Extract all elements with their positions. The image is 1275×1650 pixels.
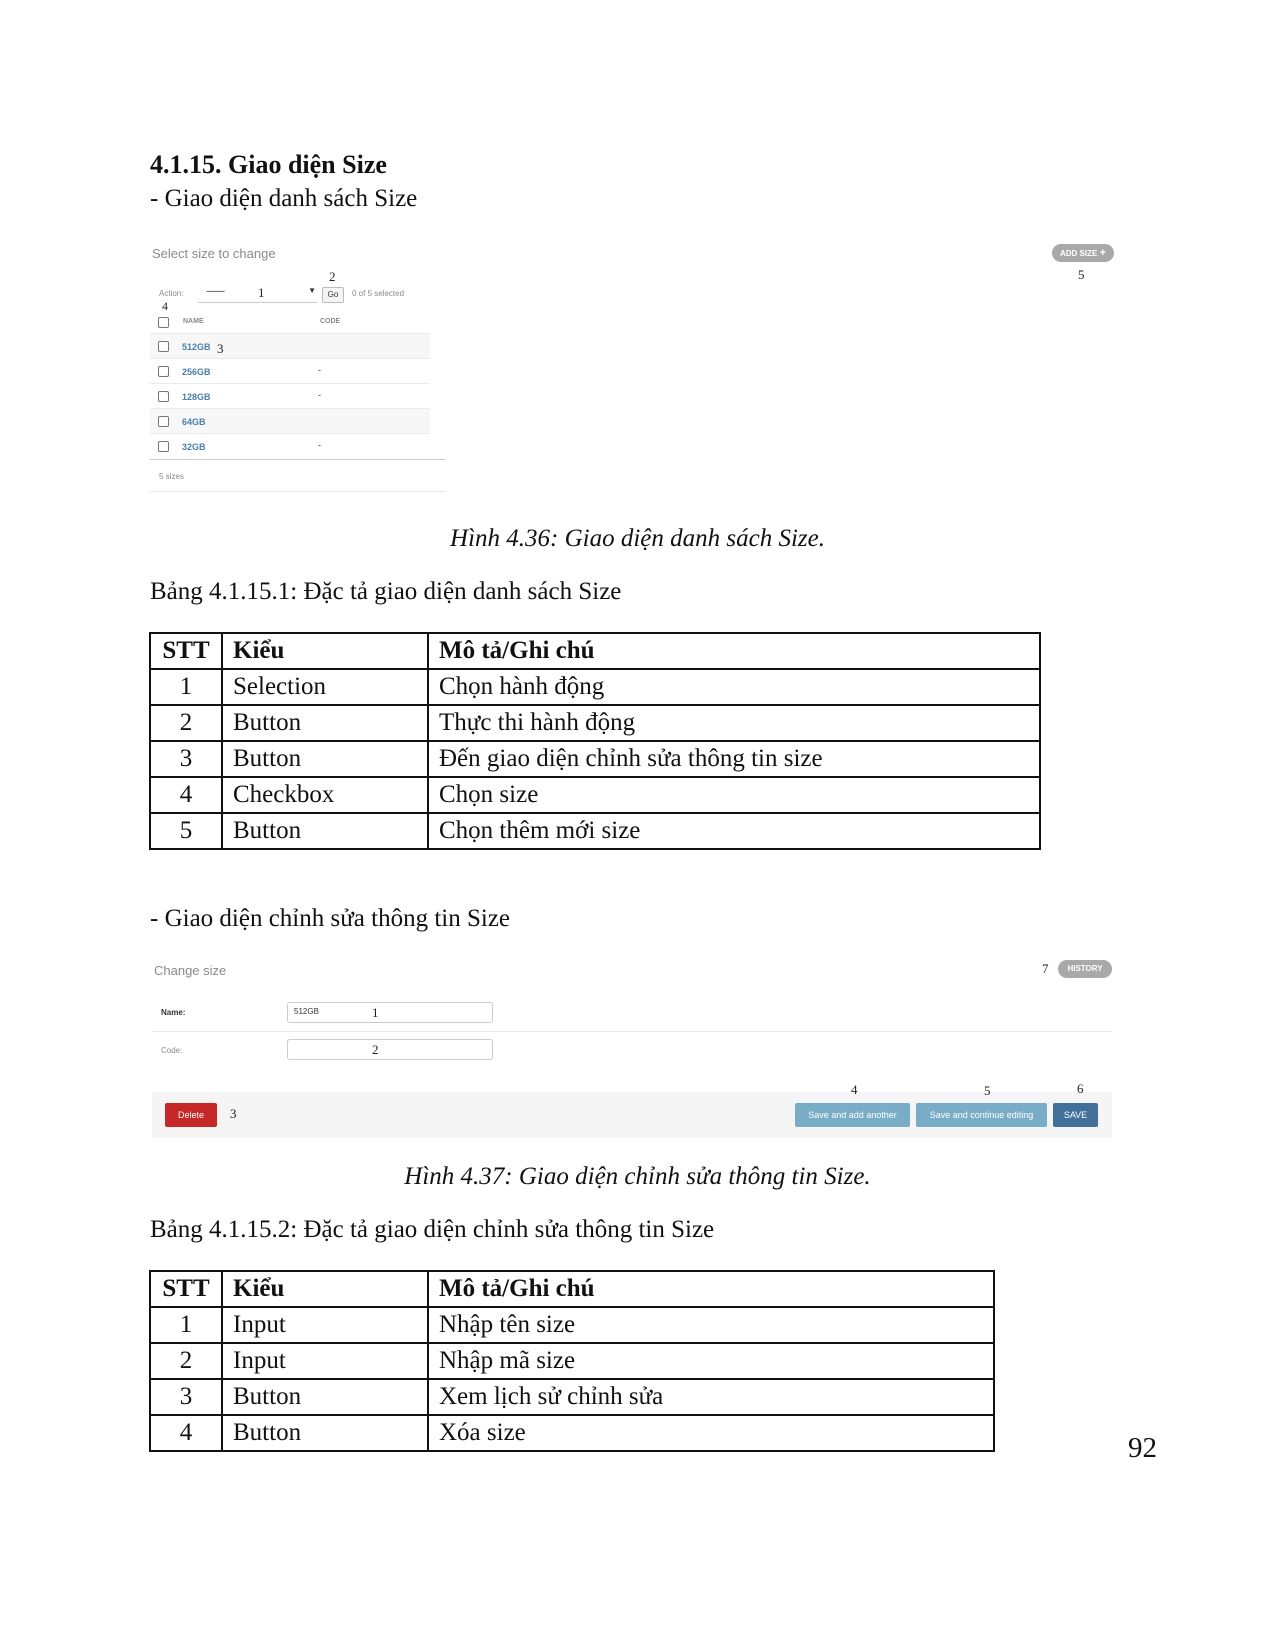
select-all-checkbox[interactable] — [158, 317, 169, 328]
cell-description: Chọn size — [428, 777, 1040, 813]
cell-type: Checkbox — [222, 777, 428, 813]
cell-description: Chọn hành động — [428, 669, 1040, 705]
row-checkbox[interactable] — [158, 441, 169, 452]
marker-2: 2 — [329, 269, 336, 284]
footer-divider — [150, 491, 445, 492]
cell-type: Button — [222, 741, 428, 777]
table-header-row — [150, 633, 1040, 669]
list-title: Select size to change — [152, 246, 276, 261]
table-row — [150, 813, 1040, 849]
marker-4: 4 — [162, 299, 168, 313]
table-title-1: Bảng 4.1.15.1: Đặc tả giao diện danh sách Size — [150, 578, 622, 605]
marker-1: 1 — [372, 1005, 379, 1020]
table-title-2: Bảng 4.1.15.2: Đặc tả giao diện chỉnh sửa thông tin Size — [150, 1216, 715, 1243]
add-size-button[interactable] — [1052, 244, 1114, 262]
marker-6: 6 — [1077, 1081, 1084, 1096]
code-label: Code: — [161, 1046, 183, 1055]
size-link[interactable]: 64GB — [182, 417, 206, 427]
header-type: Kiểu — [222, 1271, 428, 1307]
column-header-name: NAME — [183, 318, 204, 325]
size-link[interactable]: 256GB — [182, 367, 211, 377]
marker-4: 4 — [851, 1082, 858, 1097]
plus-icon: + — [1099, 247, 1106, 259]
table-row — [150, 741, 1040, 777]
header-description: Mô tả/Ghi chú — [428, 1271, 994, 1307]
cell-type: Button — [222, 1379, 428, 1415]
cell-description: Chọn thêm mới size — [428, 813, 1040, 849]
row-checkbox[interactable] — [158, 341, 169, 352]
figure-caption-4-36: Hình 4.36: Giao diện danh sách Size. — [450, 525, 825, 552]
code-input[interactable] — [287, 1039, 493, 1060]
page-number: 92 — [1128, 1432, 1157, 1464]
size-code: - — [318, 365, 321, 375]
save-button[interactable]: SAVE — [1053, 1103, 1098, 1127]
table-row — [150, 1379, 994, 1415]
marker-5: 5 — [1078, 267, 1085, 282]
cell-stt: 1 — [150, 1307, 222, 1343]
table-row — [150, 1415, 994, 1451]
header-description: Mô tả/Ghi chú — [428, 633, 1040, 669]
name-input-value: 512GB — [294, 1007, 319, 1016]
delete-button[interactable]: Delete — [165, 1103, 217, 1127]
size-code: - — [318, 440, 321, 450]
cell-stt: 3 — [150, 1379, 222, 1415]
list-section-bullet: - Giao diện danh sách Size — [150, 185, 418, 212]
action-select-value: --------- — [206, 286, 224, 296]
cell-type: Input — [222, 1343, 428, 1379]
table-row — [150, 669, 1040, 705]
save-and-continue-button[interactable]: Save and continue editing — [916, 1103, 1047, 1127]
cell-description: Nhập mã size — [428, 1343, 994, 1379]
header-stt: STT — [150, 1271, 222, 1307]
table-row — [150, 1307, 994, 1343]
table-row — [150, 1343, 994, 1379]
marker-3: 3 — [230, 1106, 237, 1121]
action-label: Action: — [159, 289, 184, 298]
cell-stt: 2 — [150, 705, 222, 741]
marker-1: 1 — [258, 285, 265, 300]
table-row — [150, 705, 1040, 741]
cell-type: Selection — [222, 669, 428, 705]
history-button[interactable]: HISTORY — [1058, 960, 1112, 978]
selected-count: 0 of 5 selected — [352, 289, 405, 298]
figure-caption-4-37: Hình 4.37: Giao diện chỉnh sửa thông tin Size. — [404, 1163, 871, 1190]
add-size-label: ADD SIZE — [1059, 249, 1098, 258]
row-checkbox[interactable] — [158, 416, 169, 427]
cell-stt: 4 — [150, 1415, 222, 1451]
name-label: Name: — [161, 1008, 186, 1017]
row-checkbox[interactable] — [158, 391, 169, 402]
cell-stt: 5 — [150, 813, 222, 849]
row-checkbox[interactable] — [158, 366, 169, 377]
cell-stt: 3 — [150, 741, 222, 777]
cell-stt: 2 — [150, 1343, 222, 1379]
save-and-add-another-button[interactable]: Save and add another — [795, 1103, 910, 1127]
marker-2: 2 — [372, 1042, 379, 1057]
name-input[interactable] — [287, 1002, 493, 1023]
chevron-down-icon: ▼ — [308, 286, 316, 295]
size-code: - — [318, 390, 321, 400]
column-header-code: CODE — [320, 318, 341, 325]
marker-3: 3 — [217, 341, 224, 356]
marker-5: 5 — [984, 1083, 991, 1098]
field-divider — [152, 1031, 1112, 1032]
edit-section-bullet: - Giao diện chỉnh sửa thông tin Size — [150, 905, 511, 932]
header-stt: STT — [150, 633, 222, 669]
header-type: Kiểu — [222, 633, 428, 669]
edit-title: Change size — [154, 963, 227, 978]
action-select[interactable] — [198, 285, 318, 303]
cell-type: Button — [222, 1415, 428, 1451]
size-link[interactable]: 32GB — [182, 442, 206, 452]
spec-table-edit — [149, 1270, 995, 1452]
cell-stt: 1 — [150, 669, 222, 705]
marker-7: 7 — [1042, 961, 1049, 976]
size-link[interactable]: 512GB — [182, 342, 211, 352]
cell-type: Input — [222, 1307, 428, 1343]
cell-description: Nhập tên size — [428, 1307, 994, 1343]
section-heading: 4.1.15. Giao diện Size — [150, 150, 387, 179]
cell-type: Button — [222, 813, 428, 849]
go-button[interactable]: Go — [322, 287, 344, 303]
cell-description: Thực thi hành động — [428, 705, 1040, 741]
table-bottom-border — [150, 459, 445, 460]
cell-description: Đến giao diện chỉnh sửa thông tin size — [428, 741, 1040, 777]
cell-description: Xóa size — [428, 1415, 994, 1451]
row-divider — [150, 433, 430, 434]
table-header-row — [150, 1271, 994, 1307]
cell-description: Xem lịch sử chỉnh sửa — [428, 1379, 994, 1415]
size-link[interactable]: 128GB — [182, 392, 211, 402]
row-divider — [150, 383, 430, 384]
cell-type: Button — [222, 705, 428, 741]
cell-stt: 4 — [150, 777, 222, 813]
result-count: 5 sizes — [159, 472, 184, 481]
table-row — [150, 777, 1040, 813]
spec-table-list — [149, 632, 1041, 850]
row-divider — [150, 358, 430, 359]
